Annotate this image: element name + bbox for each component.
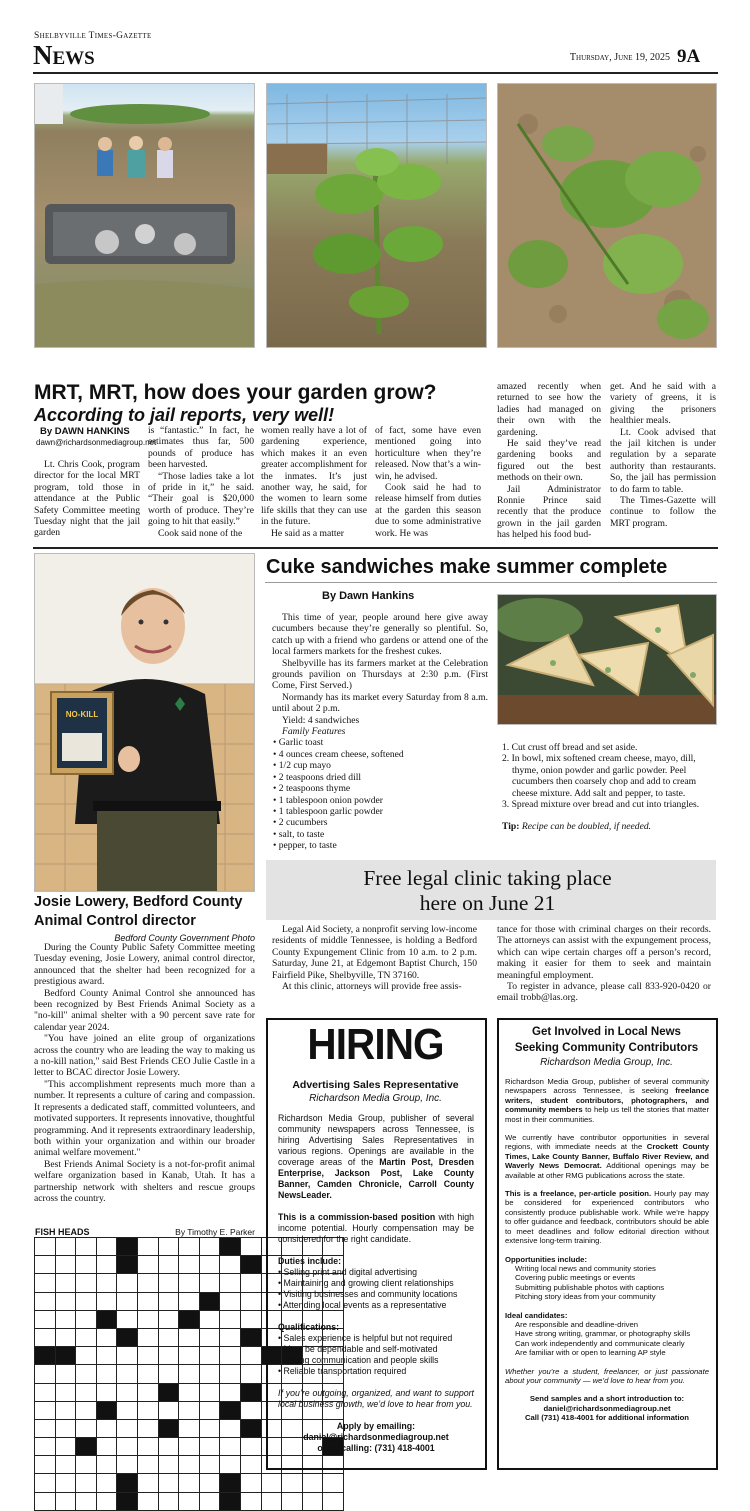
- crossword-cell[interactable]: [240, 1438, 261, 1456]
- send-phone: Call (731) 418-4001 for additional information: [524, 1413, 690, 1423]
- crossword-cell[interactable]: [96, 1347, 117, 1365]
- crossword-cell[interactable]: [96, 1438, 117, 1456]
- crossword-cell[interactable]: [137, 1365, 158, 1383]
- ingredient: • salt, to taste: [273, 828, 325, 840]
- crossword-cell[interactable]: [76, 1292, 97, 1310]
- opportunity-item: Submitting publishable photos with captions: [515, 1282, 665, 1292]
- crossword-cell[interactable]: [199, 1456, 220, 1474]
- crossword-cell[interactable]: [117, 1456, 138, 1474]
- crossword-cell[interactable]: [179, 1492, 200, 1510]
- crossword-cell[interactable]: [96, 1256, 117, 1274]
- crossword-cell[interactable]: [35, 1419, 56, 1437]
- crossword-cell[interactable]: [302, 1474, 323, 1492]
- garden-byline: By DAWN HANKINS: [40, 426, 130, 437]
- ingredient: • 1 tablespoon onion powder: [273, 794, 383, 806]
- recipe-step: 3. Spread mixture over bread and cut into triangles.: [502, 799, 700, 811]
- qual-item: • Sales experience is helpful but not required: [278, 1333, 453, 1343]
- ideal-item: Are responsible and deadline-driven: [515, 1319, 639, 1329]
- crossword-cell[interactable]: [76, 1401, 97, 1419]
- crossword-cell[interactable]: [261, 1474, 282, 1492]
- crossword-cell[interactable]: [199, 1474, 220, 1492]
- crossword-black-cell: [240, 1256, 261, 1274]
- crossword-black-cell: [240, 1419, 261, 1437]
- duty-item: • Visiting businesses and community locations: [278, 1289, 458, 1299]
- garden-photo-cucumber-plant: [497, 83, 717, 348]
- crossword-cell[interactable]: [199, 1401, 220, 1419]
- crossword-cell[interactable]: [158, 1492, 179, 1510]
- crossword-cell[interactable]: [137, 1419, 158, 1437]
- crossword-cell[interactable]: [158, 1256, 179, 1274]
- crossword-cell[interactable]: [35, 1438, 56, 1456]
- crossword-cell[interactable]: [240, 1365, 261, 1383]
- qual-item: • Must be dependable and self-motivated: [278, 1344, 438, 1354]
- apply-phone: or by calling: (731) 418-4001: [317, 1443, 435, 1453]
- ingredient: • 1/2 cup mayo: [273, 760, 331, 772]
- crossword-black-cell: [117, 1492, 138, 1510]
- crossword-cell[interactable]: [240, 1456, 261, 1474]
- crossword-cell[interactable]: [76, 1238, 97, 1256]
- recipe-step: 1. Cut crust off bread and set aside.: [502, 742, 638, 753]
- crossword-cell[interactable]: [117, 1365, 138, 1383]
- crossword-cell[interactable]: [179, 1328, 200, 1346]
- legal-headline: Free legal clinic taking place here on June 21: [363, 866, 612, 915]
- crossword-cell[interactable]: [323, 1492, 344, 1510]
- opportunity-item: Pitching story ideas from your community: [515, 1292, 656, 1302]
- crossword-black-cell: [199, 1292, 220, 1310]
- garden-subhead: According to jail reports, very well!: [34, 405, 335, 425]
- hiring-closing: If you’re outgoing, organized, and want to support local business growth, we’d love to hear from you.: [278, 1388, 474, 1409]
- crossword-cell[interactable]: [35, 1383, 56, 1401]
- crossword-cell[interactable]: [158, 1401, 179, 1419]
- cuke-headline: Cuke sandwiches make summer complete: [266, 556, 668, 578]
- lowery-story: During the County Public Safety Committee meeting Tuesday evening, Josie Lowery, animal control director, announced that the shelter had been recognized for a prestigious award. Bedford County Animal Control she announced has been recognized by Best Friends Animal Society as a "no-kill" animal shelter with a 90 percent save rate for calendar year 2024. "You have joined an elite group of organizations across the country who are leading the way to making us a no-kill nation," said Best Friends CEO Julie Castle in a letter to BCAC director Josie Lowery. "This accomplishment represents much more than a number. It represents a culture of caring and compassion. It represents a dedicated staff, committed volunteers, and motivated supporters. It represents innovative, thoughtful programming. And it represents extraordinary leadership, both within your organization and within our broader animal welfare movement." Best Friends Animal Society is a not-for-profit animal welfare organization based in Kanab, Utah. It has a partnership network with shelters and rescue groups across the country.: [34, 942, 255, 1204]
- crossword-cell[interactable]: [35, 1365, 56, 1383]
- crossword-cell[interactable]: [158, 1365, 179, 1383]
- crossword-cell[interactable]: [117, 1274, 138, 1292]
- crossword-cell[interactable]: [35, 1274, 56, 1292]
- hiring-comm-bold: This is a commission-based position: [278, 1212, 436, 1222]
- crossword-cell[interactable]: [55, 1492, 76, 1510]
- crossword-cell[interactable]: [199, 1383, 220, 1401]
- crossword-black-cell: [220, 1474, 241, 1492]
- crossword-cell[interactable]: [35, 1328, 56, 1346]
- ideal-item: Are familiar with or open to learning AP style: [515, 1348, 666, 1358]
- crossword-cell[interactable]: [158, 1456, 179, 1474]
- ingredient: • 1 tablespoon garlic powder: [273, 805, 383, 817]
- crossword-cell[interactable]: [199, 1274, 220, 1292]
- crossword-cell[interactable]: [179, 1456, 200, 1474]
- crossword-cell[interactable]: [158, 1274, 179, 1292]
- crossword-cell[interactable]: [240, 1492, 261, 1510]
- crossword-cell[interactable]: [137, 1274, 158, 1292]
- page-number: 9A: [677, 46, 701, 67]
- crossword-cell[interactable]: [302, 1492, 323, 1510]
- crossword-cell[interactable]: [76, 1419, 97, 1437]
- crossword-cell[interactable]: [179, 1474, 200, 1492]
- crossword-author: By Timothy E. Parker: [175, 1227, 255, 1237]
- crossword-cell[interactable]: [55, 1456, 76, 1474]
- crossword-cell[interactable]: [96, 1456, 117, 1474]
- crossword-cell[interactable]: [55, 1274, 76, 1292]
- crossword-cell[interactable]: [137, 1492, 158, 1510]
- crossword-cell[interactable]: [76, 1365, 97, 1383]
- cuke-steps: [502, 742, 714, 833]
- send-label: Send samples and a short introduction to:: [529, 1394, 685, 1404]
- ideal-item: Can work independently and communicate clearly: [515, 1338, 685, 1348]
- crossword-cell[interactable]: [55, 1328, 76, 1346]
- crossword-black-cell: [96, 1401, 117, 1419]
- crossword-black-cell: [117, 1256, 138, 1274]
- crossword-cell[interactable]: [117, 1383, 138, 1401]
- hiring-position: Advertising Sales Representative: [292, 1079, 459, 1091]
- crossword-cell[interactable]: [199, 1328, 220, 1346]
- crossword-cell[interactable]: [117, 1419, 138, 1437]
- crossword-cell[interactable]: [137, 1474, 158, 1492]
- crossword-cell[interactable]: [137, 1383, 158, 1401]
- crossword-cell[interactable]: [55, 1474, 76, 1492]
- crossword-cell[interactable]: [158, 1438, 179, 1456]
- crossword-cell[interactable]: [240, 1274, 261, 1292]
- crossword-cell[interactable]: [137, 1328, 158, 1346]
- crossword-cell[interactable]: [55, 1401, 76, 1419]
- crossword-black-cell: [220, 1238, 241, 1256]
- hiring-comm-rest: with high income potential. Hourly compensation may be considered for the right candidate.: [278, 1212, 474, 1244]
- crossword-cell[interactable]: [158, 1347, 179, 1365]
- involved-company: Richardson Media Group, Inc.: [540, 1057, 673, 1068]
- garden-col-4: of fact, some have even mentioned going into horticulture when they’re released. Now that’s a win-win, he advised. Cook said he had to release himself from duties at the garden this season due to some administrative work. He was: [375, 425, 481, 539]
- ideal-title: Ideal candidates:: [505, 1310, 568, 1320]
- crossword-black-cell: [158, 1383, 179, 1401]
- crossword-cell[interactable]: [179, 1419, 200, 1437]
- qual-item: • Reliable transportation required: [278, 1366, 407, 1376]
- quals-title: Qualifications:: [278, 1322, 340, 1332]
- crossword-black-cell: [117, 1238, 138, 1256]
- crossword-cell[interactable]: [137, 1401, 158, 1419]
- crossword-cell[interactable]: [55, 1256, 76, 1274]
- crossword-cell[interactable]: [117, 1438, 138, 1456]
- lowery-caption: Josie Lowery, Bedford County Animal Control director: [34, 894, 243, 929]
- masthead-rule: [33, 72, 718, 74]
- crossword-black-cell: [117, 1328, 138, 1346]
- lowery-photo-credit: Bedford County Government Photo: [114, 933, 255, 943]
- crossword-black-cell: [179, 1310, 200, 1328]
- garden-col-1: Lt. Chris Cook, program director for the local MRT program, told those in attendance at the Public Safety Committee meeting Tuesday night that the jail garden: [34, 459, 140, 539]
- garden-col-5: amazed recently when returned to see how the ladies had managed on their own with the gardening. He said they’ve read gardening books and figured out the best methods on their own. Jail Administrator Ronnie Prince said recently that the produce grown in the jail garden has helped his food bud-: [497, 381, 601, 541]
- crossword-cell[interactable]: [158, 1474, 179, 1492]
- crossword-cell[interactable]: [96, 1365, 117, 1383]
- crossword-cell[interactable]: [76, 1256, 97, 1274]
- award-plaque: [50, 691, 114, 775]
- garden-photo-sunflower: [266, 83, 487, 348]
- crossword-cell[interactable]: [199, 1365, 220, 1383]
- crossword-cell[interactable]: [76, 1492, 97, 1510]
- involved-body: Richardson Media Group, publisher of several community newspapers across Tennessee, is seeking freelance writers, student contributors, photographers, and community members to help us tell the stories that matter most in their communities. We currently have contributor opportunities in several regions, with immediate needs at the Crockett County Times, Lake County Banner, Buffalo River Review, and Waverly News Democrat. Additional openings may be available at other RMG publications across the state. This is a freelance, per-article position. Hourly pay may be considered for experienced contributors who consistently produce publishable work. While we’re happy to offer guidance and feedback, contributors should be able to meet deadlines and follow editorial direction without extensive long-term training. Opportunities include: Writing local news and community stories Covering public meetings or events Submitting publishable photos with captions Pitching story ideas from your community Ideal candidates: Are responsible and deadline-driven Have strong writing, grammar, or photography skills Can work independently and communicate clearly Are familiar with or open to learning AP style Whether you’re a student, freelancer, or just passionate about your community — we’d love to hear from you. Send samples and a short introduction to: daniel@richardsonmediagroup.net Call (731) 418-4001 for additional information: [505, 1077, 710, 1423]
- garden-col-6: get. And he said with a variety of greens, it is giving the prisoners healthier meals. Lt. Cook advised that the jail kitchen is under regulation by a separate authority than restaurants. So, the jail has permission to do farm to table. The Times-Gazette will continue to follow the MRT program.: [610, 381, 716, 529]
- garden-headline: MRT, MRT, how does your garden grow?: [34, 381, 437, 404]
- ingredient: • 2 teaspoons dried dill: [273, 771, 362, 783]
- crossword-cell[interactable]: [240, 1401, 261, 1419]
- crossword-cell[interactable]: [137, 1256, 158, 1274]
- garden-byline-email: dawn@richardsonmediagroup.net: [36, 438, 157, 447]
- crossword-cell[interactable]: [220, 1274, 241, 1292]
- crossword-cell[interactable]: [76, 1274, 97, 1292]
- crossword-cell[interactable]: [199, 1347, 220, 1365]
- crossword-cell[interactable]: [179, 1256, 200, 1274]
- crossword-cell[interactable]: [137, 1347, 158, 1365]
- crossword-black-cell: [220, 1401, 241, 1419]
- crossword-cell[interactable]: [240, 1347, 261, 1365]
- send-email[interactable]: daniel@richardsonmediagroup.net: [543, 1403, 671, 1413]
- crossword-cell[interactable]: [199, 1238, 220, 1256]
- crossword-cell[interactable]: [76, 1474, 97, 1492]
- crossword-black-cell: [35, 1347, 56, 1365]
- crossword-cell[interactable]: [35, 1310, 56, 1328]
- ingredient: • 2 cucumbers: [273, 817, 328, 829]
- crossword-cell[interactable]: [55, 1365, 76, 1383]
- crossword-cell[interactable]: [199, 1438, 220, 1456]
- duties-title: Duties include:: [278, 1256, 342, 1266]
- crossword-cell[interactable]: [199, 1419, 220, 1437]
- crossword-cell[interactable]: [96, 1492, 117, 1510]
- apply-label: Apply by emailing:: [336, 1421, 416, 1431]
- crossword-cell[interactable]: [179, 1347, 200, 1365]
- crossword-cell[interactable]: [199, 1256, 220, 1274]
- crossword-cell[interactable]: [240, 1292, 261, 1310]
- crossword-cell[interactable]: [96, 1292, 117, 1310]
- recipe-step: 2. In bowl, mix softened cream cheese, mayo, dill, thyme, onion powder and garlic powder. Peel cucumbers then coarsely chop and add to cream cheese mixture. Add salt and pepper, to taste.: [502, 753, 697, 799]
- crossword-cell[interactable]: [179, 1401, 200, 1419]
- apply-email[interactable]: daniel@richardsonmediagroup.net: [303, 1432, 449, 1442]
- crossword-cell[interactable]: [35, 1238, 56, 1256]
- crossword-cell[interactable]: [35, 1256, 56, 1274]
- crossword-cell[interactable]: [158, 1238, 179, 1256]
- crossword-cell[interactable]: [96, 1238, 117, 1256]
- section-rule: [33, 547, 718, 549]
- crossword-cell[interactable]: [282, 1474, 303, 1492]
- ingredient: • pepper, to taste: [273, 840, 337, 852]
- crossword-cell[interactable]: [261, 1492, 282, 1510]
- crossword-cell[interactable]: [240, 1474, 261, 1492]
- crossword-cell[interactable]: [220, 1347, 241, 1365]
- duty-item: • Selling print and digital advertising: [278, 1267, 418, 1277]
- ingredient: • 2 teaspoons thyme: [273, 783, 351, 795]
- crossword-cell[interactable]: [137, 1310, 158, 1328]
- crossword-cell[interactable]: [76, 1347, 97, 1365]
- crossword-cell[interactable]: [179, 1438, 200, 1456]
- crossword-cell[interactable]: [220, 1438, 241, 1456]
- lowery-photo: [34, 553, 255, 892]
- crossword-cell[interactable]: [96, 1328, 117, 1346]
- crossword-cell[interactable]: [117, 1292, 138, 1310]
- crossword-cell[interactable]: [96, 1419, 117, 1437]
- hiring-body: [278, 1113, 474, 1454]
- plaque-text: NO-KILL: [65, 710, 99, 719]
- crossword-cell[interactable]: [55, 1419, 76, 1437]
- crossword-black-cell: [158, 1419, 179, 1437]
- ingredient-list: [272, 737, 488, 851]
- crossword-cell[interactable]: [199, 1492, 220, 1510]
- crossword-cell[interactable]: [35, 1492, 56, 1510]
- garden-col-3: women really have a lot of gardening experience, which makes it an even greater accomplishment for the inmates. It’s just another way, he said, for the women to learn some life skills that they can use in the future. He said as a matter: [261, 425, 367, 539]
- ingredient: • Garlic toast: [273, 737, 324, 749]
- garden-photo-women: [34, 83, 255, 348]
- legal-col-1: Legal Aid Society, a nonprofit serving low-income residents of middle Tennessee, is holding a Bedford County Expungement Clinic from 10 a.m. to 2 p.m. Saturday, June 21, at Edgemont Baptist Church, 150 Fairfield Pike, Shelbyville, TN 37160. At this clinic, attorneys will provide free assis-: [272, 924, 477, 993]
- opportunity-item: Covering public meetings or events: [515, 1273, 636, 1283]
- crossword-cell[interactable]: [220, 1292, 241, 1310]
- issue-date: Thursday, June 19, 2025: [569, 52, 670, 63]
- legal-col-2: tance for those with criminal charges on their records. The attorneys can assist with the expungement process, which can wipe certain charges off a person’s record, making it easier for them to seek and maintain meaningful employment. To register in advance, please call 833-920-0420 or email trobb@las.org.: [497, 924, 711, 1004]
- crossword-cell[interactable]: [179, 1383, 200, 1401]
- crossword-cell[interactable]: [220, 1383, 241, 1401]
- crossword-cell[interactable]: [35, 1456, 56, 1474]
- crossword-cell[interactable]: [220, 1328, 241, 1346]
- qual-item: • Strong communication and people skills: [278, 1355, 439, 1365]
- cuke-headline-rule: [265, 582, 717, 583]
- crossword-cell[interactable]: [220, 1365, 241, 1383]
- tip-text: Recipe can be doubled, if needed.: [521, 821, 652, 833]
- ideal-item: Have strong writing, grammar, or photography skills: [515, 1329, 691, 1339]
- involved-title-1: Get Involved in Local News: [532, 1026, 681, 1038]
- crossword-cell[interactable]: [137, 1456, 158, 1474]
- crossword-black-cell: [240, 1383, 261, 1401]
- crossword-cell[interactable]: [35, 1401, 56, 1419]
- crossword-cell[interactable]: [158, 1328, 179, 1346]
- crossword-black-cell: [220, 1492, 241, 1510]
- crossword-cell[interactable]: [76, 1456, 97, 1474]
- hiring-papers: Martin Post, Dresden Enterprise, Jackson Post, Lake County Banner, Camden Chronicle, Carroll County NewsLeader.: [278, 1157, 474, 1200]
- hiring-company: Richardson Media Group, Inc.: [309, 1093, 442, 1104]
- cuke-byline: By Dawn Hankins: [322, 590, 415, 602]
- crossword-title: FISH HEADS: [35, 1227, 90, 1237]
- crossword-cell[interactable]: [76, 1328, 97, 1346]
- crossword-cell[interactable]: [55, 1238, 76, 1256]
- crossword-cell[interactable]: [35, 1474, 56, 1492]
- crossword-cell[interactable]: [55, 1438, 76, 1456]
- opportunities-title: Opportunities include:: [505, 1254, 587, 1264]
- duty-item: • Attending local events as a representative: [278, 1300, 447, 1310]
- cuke-sandwich-photo: [497, 594, 717, 725]
- crossword-black-cell: [76, 1438, 97, 1456]
- crossword-cell[interactable]: [199, 1310, 220, 1328]
- hiring-intro: Richardson Media Group, publisher of several community newspapers across Tennessee, is hiring Advertising Sales Representatives in various regions. Openings are available in the coverage areas of the: [278, 1113, 474, 1167]
- crossword-cell[interactable]: [55, 1383, 76, 1401]
- crossword-cell[interactable]: [220, 1419, 241, 1437]
- involved-title-2: Seeking Community Contributors: [514, 1042, 699, 1054]
- section-title: News: [33, 40, 95, 70]
- paper-name: Shelbyville Times-Gazette: [34, 31, 152, 41]
- crossword-cell[interactable]: [137, 1292, 158, 1310]
- crossword-cell[interactable]: [55, 1292, 76, 1310]
- crossword-cell[interactable]: [96, 1274, 117, 1292]
- crossword-cell[interactable]: [137, 1238, 158, 1256]
- tip-label: Tip:: [502, 821, 520, 833]
- crossword-cell[interactable]: [158, 1310, 179, 1328]
- duty-item: • Maintaining and growing client relationships: [278, 1278, 454, 1288]
- crossword-black-cell: [96, 1310, 117, 1328]
- crossword-cell[interactable]: [96, 1474, 117, 1492]
- crossword-black-cell: [117, 1474, 138, 1492]
- crossword-cell[interactable]: [240, 1238, 261, 1256]
- crossword-cell[interactable]: [158, 1292, 179, 1310]
- crossword-cell[interactable]: [220, 1256, 241, 1274]
- crossword-cell[interactable]: [220, 1456, 241, 1474]
- crossword-cell[interactable]: [323, 1474, 344, 1492]
- crossword-cell[interactable]: [179, 1365, 200, 1383]
- crossword-cell[interactable]: [76, 1310, 97, 1328]
- crossword-cell[interactable]: [220, 1310, 241, 1328]
- opportunity-item: Writing local news and community stories: [515, 1263, 656, 1273]
- crossword-cell[interactable]: [117, 1310, 138, 1328]
- crossword-cell[interactable]: [179, 1238, 200, 1256]
- crossword-cell[interactable]: [179, 1292, 200, 1310]
- crossword-cell[interactable]: [96, 1383, 117, 1401]
- crossword-cell[interactable]: [117, 1347, 138, 1365]
- crossword-cell[interactable]: [35, 1292, 56, 1310]
- crossword-cell[interactable]: [240, 1310, 261, 1328]
- crossword-cell[interactable]: [76, 1383, 97, 1401]
- ingredient: • 4 ounces cream cheese, softened: [273, 748, 404, 760]
- cuke-story: This time of year, people around here give away cucumbers because they’re generally so plentiful. So, catch up with a friend who gardens or attend one of the local farmers markets for the freshest cukes. Shelbyville has its farmers market at the Celebration grounds pavilion on Thursdays at 2:30 p.m. (First Come, First Served.) Normandy has its market every Saturday from 8 a.m. until about 2 p.m. Yield: 4 sandwiches Family Features • Garlic toast • 4 ounces cream cheese, softened • 1/2 cup mayo • 2 teaspoons dried dill • 2 teaspoons thyme • 1 tablespoon onion powder • 1 tablespoon garlic powder • 2 cucumbers • salt, to taste • pepper, to taste: [272, 612, 488, 852]
- crossword-cell[interactable]: [137, 1438, 158, 1456]
- crossword-black-cell: [240, 1328, 261, 1346]
- crossword-black-cell: [55, 1347, 76, 1365]
- involved-closing: Whether you’re a student, freelancer, or just passionate about your community — we’d love to hear from you.: [505, 1366, 709, 1385]
- hiring-title: HIRING: [307, 1020, 444, 1069]
- crossword-cell[interactable]: [55, 1310, 76, 1328]
- crossword-cell[interactable]: [117, 1401, 138, 1419]
- crossword-cell[interactable]: [282, 1492, 303, 1510]
- crossword-cell[interactable]: [179, 1274, 200, 1292]
- garden-col-2: is “fantastic.” In fact, he estimates thus far, 500 pounds of produce has been harvested. “Those ladies take a lot of pride in it,” he said. “Their goal is $20,000 worth of produce. They’re going to hit that easily.” Cook said none of the: [148, 425, 254, 539]
